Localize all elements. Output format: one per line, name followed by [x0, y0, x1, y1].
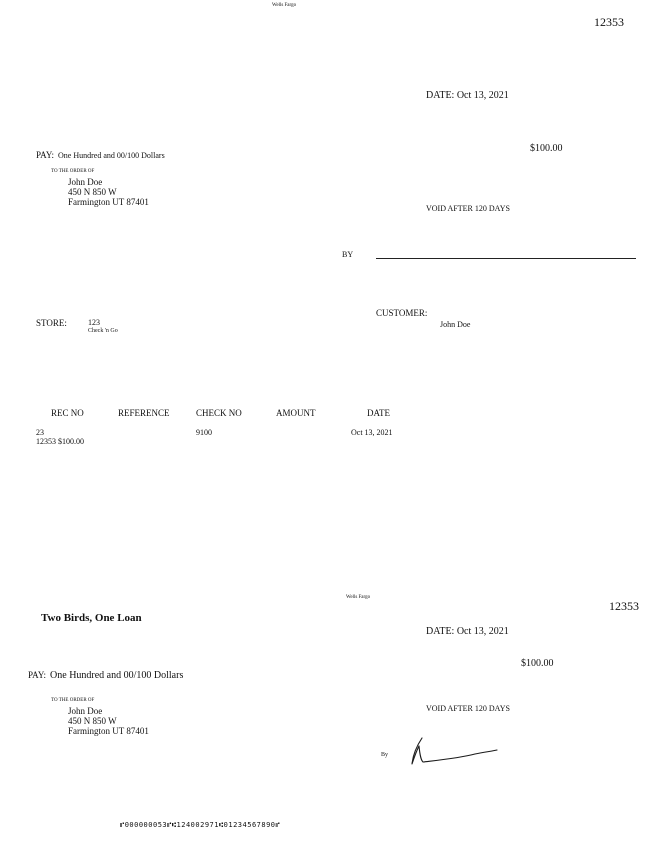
pay-label: PAY:: [36, 150, 55, 160]
col-amount: AMOUNT: [276, 408, 316, 418]
bank-name-2: Wells Fargo: [346, 595, 371, 600]
by-label: BY: [342, 250, 354, 259]
row-line2: 12353 $100.00: [36, 437, 84, 446]
store-number: 123: [88, 318, 100, 327]
void-notice: VOID AFTER 120 DAYS: [426, 204, 510, 213]
check-number-2: 12353: [609, 599, 639, 613]
pay-line: [36, 145, 165, 163]
order-label: TO THE ORDER OF: [51, 169, 95, 174]
payee-name-2: John Doe: [68, 706, 103, 716]
row-date: Oct 13, 2021: [351, 428, 393, 437]
col-reference: REFERENCE: [118, 408, 170, 418]
check-number: 12353: [594, 15, 624, 29]
check-amount: $100.00: [530, 143, 563, 154]
amount-words: One Hundred and 00/100 Dollars: [58, 151, 165, 160]
signature-scribble: [405, 736, 500, 768]
signature-line: [376, 258, 636, 259]
row-rec-no: 23: [36, 428, 44, 437]
store-name: Check 'n Go: [88, 328, 118, 334]
payee-address: [68, 177, 149, 207]
order-label-2: TO THE ORDER OF: [51, 698, 95, 703]
bank-name: Wells Fargo: [272, 3, 297, 8]
col-check-no: CHECK NO: [196, 408, 242, 418]
payee-city-2: Farmington UT 87401: [68, 726, 149, 736]
payee-city: Farmington UT 87401: [68, 197, 149, 207]
pay-label-2: PAY:: [28, 670, 47, 680]
customer-label: CUSTOMER:: [376, 308, 428, 318]
store-label: STORE:: [36, 318, 67, 328]
payee-name: John Doe: [68, 177, 103, 187]
check-title: Two Birds, One Loan: [41, 612, 142, 624]
col-date: DATE: [367, 408, 390, 418]
amount-words-2: One Hundred and 00/100 Dollars: [50, 670, 184, 681]
col-rec-no: REC NO: [51, 408, 84, 418]
pay-line-2: [28, 665, 183, 683]
payee-street-2: 450 N 850 W: [68, 716, 117, 726]
customer-name: John Doe: [440, 320, 471, 329]
payee-street: 450 N 850 W: [68, 187, 117, 197]
check-amount-2: $100.00: [521, 658, 554, 669]
by-label-2: By: [381, 752, 389, 758]
check-date: DATE: Oct 13, 2021: [426, 90, 509, 101]
micr-line: ⑈000000053⑈⑆124002971⑆01234567890⑈: [120, 821, 281, 829]
row-check-no: 9100: [196, 428, 212, 437]
payee-address-2: [68, 706, 149, 736]
void-notice-2: VOID AFTER 120 DAYS: [426, 704, 510, 713]
check-date-2: DATE: Oct 13, 2021: [426, 626, 509, 637]
